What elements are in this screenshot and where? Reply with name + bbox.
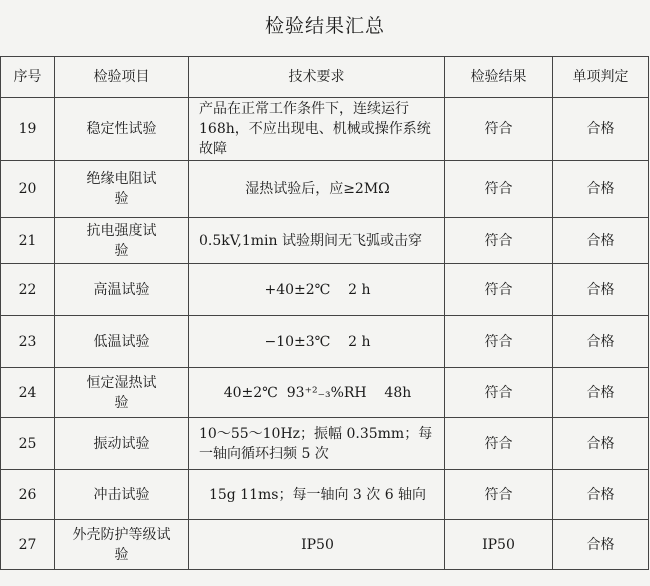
cell-seq: 24	[1, 368, 55, 418]
cell-item: 高温试验	[55, 264, 189, 316]
cell-requirement: 0.5kV,1min 试验期间无飞弧或击穿	[189, 218, 445, 264]
table-row	[1, 520, 649, 570]
cell-requirement: +40±2℃ 2 h	[189, 264, 445, 316]
cell-seq: 19	[1, 98, 55, 161]
cell-seq: 23	[1, 316, 55, 368]
table-row	[1, 218, 649, 264]
cell-result: 符合	[445, 161, 553, 218]
cell-result: 符合	[445, 316, 553, 368]
results-table	[0, 56, 649, 570]
header-requirement: 技术要求	[189, 57, 445, 98]
table-header-row	[1, 57, 649, 98]
cell-judgement: 合格	[553, 98, 649, 161]
cell-requirement: IP50	[189, 520, 445, 570]
cell-judgement: 合格	[553, 161, 649, 218]
cell-requirement: −10±3℃ 2 h	[189, 316, 445, 368]
cell-item: 绝缘电阻试验	[55, 161, 189, 218]
cell-requirement: 40±2℃ 93⁺²₋₃%RH 48h	[189, 368, 445, 418]
table-row	[1, 470, 649, 520]
cell-judgement: 合格	[553, 264, 649, 316]
cell-result: 符合	[445, 368, 553, 418]
table-row	[1, 418, 649, 470]
table-row	[1, 161, 649, 218]
table-row	[1, 264, 649, 316]
cell-judgement: 合格	[553, 418, 649, 470]
cell-requirement: 产品在正常工作条件下，连续运行 168h，不应出现电、机械或操作系统故障	[189, 98, 445, 161]
cell-item: 低温试验	[55, 316, 189, 368]
cell-seq: 27	[1, 520, 55, 570]
table-row	[1, 316, 649, 368]
header-result: 检验结果	[445, 57, 553, 98]
cell-item: 振动试验	[55, 418, 189, 470]
cell-item: 抗电强度试验	[55, 218, 189, 264]
cell-seq: 26	[1, 470, 55, 520]
cell-result: 符合	[445, 470, 553, 520]
cell-seq: 22	[1, 264, 55, 316]
cell-item: 稳定性试验	[55, 98, 189, 161]
page-title: 检验结果汇总	[264, 15, 385, 37]
cell-result: 符合	[445, 98, 553, 161]
cell-judgement: 合格	[553, 368, 649, 418]
cell-judgement: 合格	[553, 470, 649, 520]
table-row	[1, 98, 649, 161]
cell-seq: 20	[1, 161, 55, 218]
cell-judgement: 合格	[553, 520, 649, 570]
cell-result: 符合	[445, 418, 553, 470]
cell-seq: 21	[1, 218, 55, 264]
cell-result: 符合	[445, 264, 553, 316]
cell-judgement: 合格	[553, 316, 649, 368]
cell-requirement: 10～55～10Hz；振幅 0.35mm；每一轴向循环扫频 5 次	[189, 418, 445, 470]
cell-item: 恒定湿热试验	[55, 368, 189, 418]
cell-result: 符合	[445, 218, 553, 264]
table-row	[1, 368, 649, 418]
header-seq: 序号	[1, 57, 55, 98]
header-item: 检验项目	[55, 57, 189, 98]
cell-seq: 25	[1, 418, 55, 470]
cell-item: 外壳防护等级试验	[55, 520, 189, 570]
cell-result: IP50	[445, 520, 553, 570]
cell-item: 冲击试验	[55, 470, 189, 520]
cell-requirement: 湿热试验后，应≥2MΩ	[189, 161, 445, 218]
cell-judgement: 合格	[553, 218, 649, 264]
cell-requirement: 15g 11ms；每一轴向 3 次 6 轴向	[189, 470, 445, 520]
header-judgement: 单项判定	[553, 57, 649, 98]
